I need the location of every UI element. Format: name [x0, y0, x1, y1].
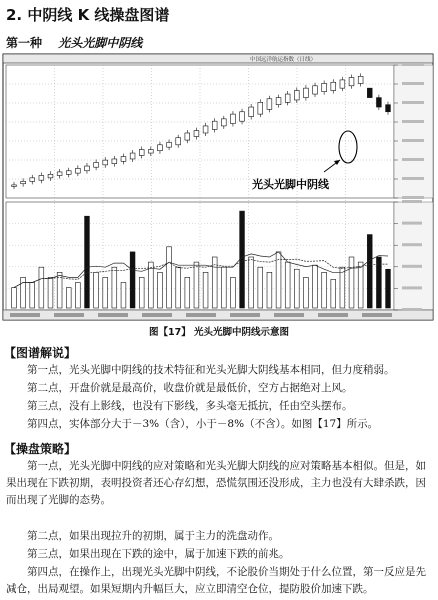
subtitle-name: 光头光脚中阴线: [58, 36, 143, 50]
subtitle: [6, 34, 142, 51]
volume-bar: [322, 272, 327, 308]
volume-bar: [12, 288, 17, 308]
volume-bar: [94, 272, 99, 308]
volume-bar: [349, 257, 354, 308]
info-strip-mark: [142, 313, 172, 317]
info-strip-mark: [186, 313, 216, 317]
section2-paragraph-1: 第一点，光头光脚中阴线的应对策略和光头光脚大阴线的应对策略基本相似。但是，如果出现在下跌初期，表明投资者还心存幻想，恐慌氛围还没形成，主力也没有大肆杀跌，因而出现了光脚的态势。: [6, 460, 426, 506]
candle-body: [85, 166, 90, 171]
candle-body: [276, 98, 281, 105]
volume-bar: [158, 272, 163, 308]
candle-body: [285, 94, 290, 102]
candle-body: [212, 121, 217, 129]
section1-paragraph-2: 第二点，开盘价就是最高价，收盘价就是最低价，空方占据绝对上风。: [27, 382, 353, 394]
candle-body: [231, 114, 236, 123]
volume-bar: [176, 267, 181, 308]
candle-body: [167, 142, 172, 147]
volume-bar: [85, 216, 90, 308]
price-axis-label-mark: [402, 139, 424, 142]
volume-axis-label-mark: [402, 200, 422, 203]
volume-bar: [331, 279, 336, 308]
price-axis-label-mark: [402, 158, 424, 161]
volume-bar: [121, 283, 126, 309]
candle-body: [75, 168, 80, 173]
volume-bar: [139, 277, 144, 308]
volume-bar: [267, 272, 272, 308]
candle-body: [103, 160, 108, 165]
candle-body: [313, 86, 318, 94]
candle-body: [121, 157, 126, 162]
volume-bar: [66, 288, 71, 308]
candle-body: [240, 112, 245, 121]
info-strip-mark: [230, 313, 260, 317]
volume-bar: [112, 267, 117, 308]
volume-bar: [194, 262, 199, 308]
price-axis-label-mark: [402, 120, 424, 123]
volume-bar: [103, 277, 108, 308]
candle-body: [21, 181, 26, 183]
volume-bar: [276, 252, 281, 308]
volume-bar: [30, 283, 35, 309]
candle-body: [203, 126, 208, 133]
volume-bar: [203, 272, 208, 308]
candle-body: [349, 78, 354, 86]
price-axis-label-mark: [402, 101, 424, 104]
candle-body: [57, 172, 62, 176]
info-strip-mark: [54, 313, 84, 317]
chart-header-text: 中国远洋航运指数（日线）: [250, 57, 317, 63]
volume-bar: [240, 211, 245, 308]
chart-annotation: 光头光脚中阴线: [252, 178, 329, 191]
candle-body: [39, 175, 44, 180]
section2-paragraph-3: 第三点，如果出现在下跌的途中，属于加速下跌的前兆。: [27, 548, 290, 560]
candle-body: [158, 145, 163, 151]
candle-body: [267, 99, 272, 110]
candlestick-chart: [0, 52, 438, 322]
volume-bar: [304, 277, 309, 308]
volume-bar: [386, 269, 391, 308]
candle-body: [66, 171, 71, 175]
info-strip-mark: [318, 313, 348, 317]
candle-body: [185, 133, 190, 140]
volume-bar: [358, 262, 363, 308]
candle-body: [322, 83, 327, 91]
section1-paragraph-1: 第一点，光头光脚中阴线的技术特征和光头光脚大阴线基本相同，但力度稍弱。: [27, 364, 395, 376]
volume-axis-label-mark: [402, 243, 422, 246]
volume-bar: [294, 269, 299, 308]
figure-caption: 图【17】 光头光脚中阴线示意图: [148, 327, 290, 338]
volume-bar: [249, 257, 254, 308]
section2-heading: 【操盘策略】: [4, 442, 77, 456]
volume-axis-label-mark: [402, 222, 422, 225]
candle-body: [48, 174, 53, 178]
price-axis-label-mark: [402, 82, 424, 85]
candle-body: [194, 131, 199, 137]
info-strip-mark: [10, 313, 40, 317]
volume-axis-label-mark: [402, 308, 422, 311]
volume-bar: [258, 267, 263, 308]
section-title: 2. 中阴线 K 线操盘图谱: [6, 6, 170, 24]
candle-body: [130, 153, 135, 159]
volume-bar: [313, 265, 318, 308]
info-strip-mark: [362, 313, 392, 317]
volume-bar: [367, 235, 372, 308]
candle-body: [358, 76, 363, 83]
candle-body: [94, 163, 99, 168]
volume-axis-label-mark: [402, 265, 422, 268]
info-strip-mark: [274, 313, 304, 317]
volume-bar: [376, 257, 381, 308]
candle-body: [304, 88, 309, 97]
volume-bar: [285, 262, 290, 308]
volume-bar: [130, 252, 135, 308]
section2-paragraph-2: 第二点，如果出现拉升的初期，属于主力的洗盘动作。: [27, 530, 279, 542]
candle-body: [112, 159, 117, 164]
volume-bar: [221, 267, 226, 308]
volume-bar: [48, 277, 53, 308]
info-strip-mark: [98, 313, 128, 317]
volume-bar: [231, 277, 236, 308]
section2-paragraph-4: 第四点，在操作上，出现光头光脚中阴线，不论股价当期处于什么位置，第一反应是先减仓，出局观望。如果短期内升幅巨大，应立即清空仓位，提防股价加速下跌。: [6, 566, 426, 595]
candle-body: [294, 91, 299, 100]
candle-body: [386, 105, 391, 112]
candle-body: [331, 82, 336, 90]
volume-bar: [75, 283, 80, 309]
price-axis-label-mark: [402, 177, 424, 180]
price-axis-label-mark: [402, 63, 424, 66]
section1-heading: 【图谱解说】: [4, 346, 77, 360]
candle-body: [221, 119, 226, 126]
candle-body: [30, 178, 35, 182]
volume-bar: [21, 277, 26, 308]
chart-header-strip: [3, 54, 433, 63]
candle-body: [249, 107, 254, 116]
volume-bar: [185, 277, 190, 308]
candle-body: [258, 102, 263, 114]
candle-body: [148, 150, 153, 154]
price-axis-label-mark: [402, 196, 424, 199]
candle-body: [376, 98, 381, 107]
subtitle-kind: 第一种: [6, 36, 43, 50]
candle-body: [176, 138, 181, 145]
candle-body: [340, 80, 345, 88]
section1-paragraph-3: 第三点，没有上影线，也没有下影线，多头毫无抵抗，任由空头摆布。: [27, 400, 353, 412]
volume-bar: [39, 267, 44, 308]
candle-body: [139, 150, 144, 156]
volume-axis-label-mark: [402, 286, 422, 289]
volume-bar: [340, 267, 345, 308]
section1-paragraph-4: 第四点，实体部分大于－3%（含），小于－8%（不含）。如图【17】所示。: [27, 418, 379, 430]
volume-right-axis: [394, 202, 433, 310]
candle-body: [12, 185, 17, 187]
volume-bar: [167, 247, 172, 308]
bearish-candle: [367, 88, 372, 97]
